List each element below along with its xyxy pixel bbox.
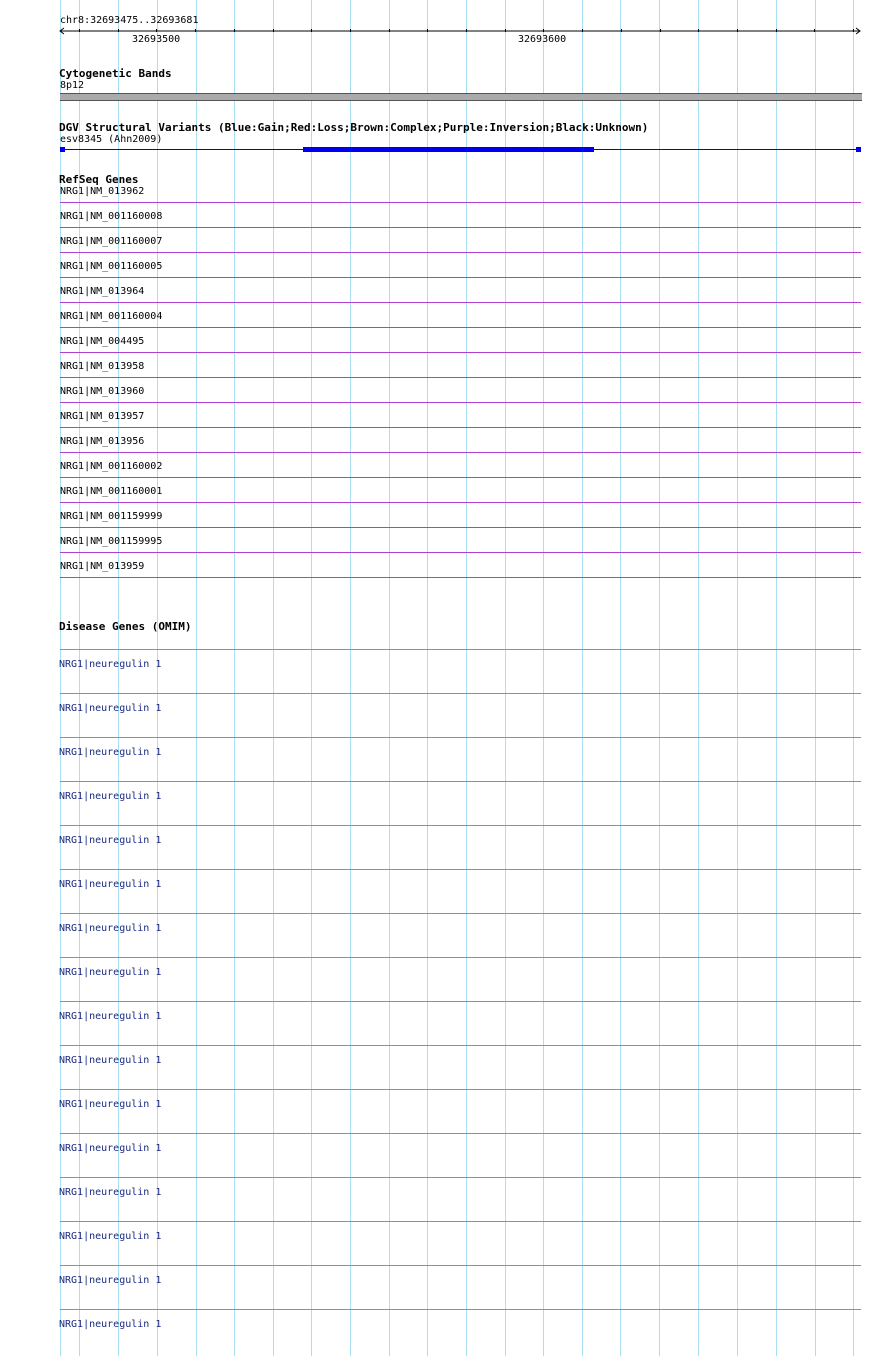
refseq-track-title: RefSeq Genes xyxy=(59,173,139,186)
ruler-tick-label: 32693500 xyxy=(132,34,181,45)
omim-gene-label[interactable]: NRG1|neuregulin 1 xyxy=(59,879,162,890)
ruler-tick xyxy=(660,29,661,32)
refseq-gene-label[interactable]: NRG1|NM_001160007 xyxy=(60,236,163,247)
refseq-gene-label[interactable]: NRG1|NM_013960 xyxy=(60,386,145,397)
refseq-gene-line[interactable] xyxy=(60,452,861,453)
omim-gene-line[interactable] xyxy=(60,957,861,958)
omim-track-title: Disease Genes (OMIM) xyxy=(59,620,192,633)
dgv-feature-thick-block[interactable] xyxy=(303,147,594,152)
refseq-gene-line[interactable] xyxy=(60,202,861,203)
refseq-gene-line[interactable] xyxy=(60,402,861,403)
refseq-gene-label[interactable]: NRG1|NM_013959 xyxy=(60,561,145,572)
ruler-tick xyxy=(273,29,274,32)
omim-gene-label[interactable]: NRG1|neuregulin 1 xyxy=(59,703,162,714)
refseq-gene-line[interactable] xyxy=(60,352,861,353)
refseq-gene-line[interactable] xyxy=(60,302,861,303)
grid-line xyxy=(466,0,467,1356)
refseq-gene-label[interactable]: NRG1|NM_001159999 xyxy=(60,511,163,522)
grid-line xyxy=(311,0,312,1356)
grid-line xyxy=(815,0,816,1356)
cytoband-label: 8p12 xyxy=(60,80,85,91)
ruler-tick xyxy=(505,29,506,32)
omim-gene-label[interactable]: NRG1|neuregulin 1 xyxy=(59,1275,162,1286)
omim-gene-line[interactable] xyxy=(60,1001,861,1002)
omim-gene-label[interactable]: NRG1|neuregulin 1 xyxy=(59,923,162,934)
grid-line xyxy=(273,0,274,1356)
refseq-gene-line[interactable] xyxy=(60,502,861,503)
ruler-tick xyxy=(234,29,235,32)
omim-gene-line[interactable] xyxy=(60,1265,861,1266)
grid-line xyxy=(776,0,777,1356)
grid-line xyxy=(427,0,428,1356)
omim-gene-line[interactable] xyxy=(60,1133,861,1134)
omim-gene-label[interactable]: NRG1|neuregulin 1 xyxy=(59,659,162,670)
grid-line xyxy=(659,0,660,1356)
refseq-gene-line[interactable] xyxy=(60,527,861,528)
omim-gene-line[interactable] xyxy=(60,781,861,782)
grid-line xyxy=(582,0,583,1356)
cytoband-bar[interactable] xyxy=(60,93,862,101)
omim-gene-label[interactable]: NRG1|neuregulin 1 xyxy=(59,1099,162,1110)
refseq-gene-label[interactable]: NRG1|NM_013956 xyxy=(60,436,145,447)
ruler-tick-label: 32693600 xyxy=(518,34,567,45)
omim-gene-label[interactable]: NRG1|neuregulin 1 xyxy=(59,1231,162,1242)
grid-line xyxy=(620,0,621,1356)
refseq-gene-line[interactable] xyxy=(60,477,861,478)
ruler-tick xyxy=(814,29,815,32)
omim-gene-line[interactable] xyxy=(60,869,861,870)
grid-line xyxy=(505,0,506,1356)
omim-gene-line[interactable] xyxy=(60,825,861,826)
omim-gene-line[interactable] xyxy=(60,913,861,914)
omim-gene-line[interactable] xyxy=(60,1045,861,1046)
refseq-gene-label[interactable]: NRG1|NM_001160001 xyxy=(60,486,163,497)
refseq-gene-label[interactable]: NRG1|NM_001160005 xyxy=(60,261,163,272)
ruler-tick xyxy=(195,29,196,32)
omim-gene-line[interactable] xyxy=(60,737,861,738)
omim-gene-line[interactable] xyxy=(60,1177,861,1178)
omim-gene-line[interactable] xyxy=(60,1221,861,1222)
ruler-tick xyxy=(427,29,428,32)
omim-gene-label[interactable]: NRG1|neuregulin 1 xyxy=(59,835,162,846)
omim-gene-line[interactable] xyxy=(60,1089,861,1090)
omim-gene-label[interactable]: NRG1|neuregulin 1 xyxy=(59,1319,162,1330)
refseq-gene-line[interactable] xyxy=(60,227,861,228)
omim-gene-label[interactable]: NRG1|neuregulin 1 xyxy=(59,747,162,758)
ruler-tick xyxy=(582,29,583,32)
refseq-gene-line[interactable] xyxy=(60,277,861,278)
refseq-gene-line[interactable] xyxy=(60,327,861,328)
grid-line xyxy=(853,0,854,1356)
ruler-tick xyxy=(737,29,738,32)
omim-gene-line[interactable] xyxy=(60,649,861,650)
refseq-gene-label[interactable]: NRG1|NM_001160008 xyxy=(60,211,163,222)
omim-gene-label[interactable]: NRG1|neuregulin 1 xyxy=(59,1011,162,1022)
ruler-tick xyxy=(621,29,622,32)
grid-line xyxy=(350,0,351,1356)
ruler-tick xyxy=(466,29,467,32)
grid-line xyxy=(234,0,235,1356)
refseq-gene-line[interactable] xyxy=(60,252,861,253)
dgv-track-title: DGV Structural Variants (Blue:Gain;Red:Loss;Brown:Complex;Purple:Inversion;Black:Unknown) xyxy=(59,121,649,134)
ruler-tick xyxy=(156,29,157,32)
grid-line xyxy=(196,0,197,1356)
cytoband-track-title: Cytogenetic Bands xyxy=(59,67,172,80)
ruler-tick xyxy=(698,29,699,32)
omim-gene-label[interactable]: NRG1|neuregulin 1 xyxy=(59,1187,162,1198)
refseq-gene-label[interactable]: NRG1|NM_013957 xyxy=(60,411,145,422)
refseq-gene-line[interactable] xyxy=(60,427,861,428)
grid-line xyxy=(698,0,699,1356)
omim-gene-label[interactable]: NRG1|neuregulin 1 xyxy=(59,967,162,978)
grid-line xyxy=(389,0,390,1356)
refseq-gene-label[interactable]: NRG1|NM_004495 xyxy=(60,336,145,347)
omim-gene-label[interactable]: NRG1|neuregulin 1 xyxy=(59,1055,162,1066)
refseq-gene-label[interactable]: NRG1|NM_013958 xyxy=(60,361,145,372)
dgv-feature-start-block[interactable] xyxy=(60,147,65,152)
omim-gene-label[interactable]: NRG1|neuregulin 1 xyxy=(59,1143,162,1154)
omim-gene-label[interactable]: NRG1|neuregulin 1 xyxy=(59,791,162,802)
dgv-feature-label: esv8345 (Ahn2009) xyxy=(60,134,163,145)
refseq-gene-label[interactable]: NRG1|NM_001160002 xyxy=(60,461,163,472)
refseq-gene-label[interactable]: NRG1|NM_013962 xyxy=(60,186,145,197)
refseq-gene-line[interactable] xyxy=(60,552,861,553)
grid-line xyxy=(737,0,738,1356)
ruler-tick xyxy=(79,29,80,32)
refseq-gene-label[interactable]: NRG1|NM_001160004 xyxy=(60,311,163,322)
ruler-tick xyxy=(311,29,312,32)
ruler-tick xyxy=(389,29,390,32)
ruler-region-label: chr8:32693475..32693681 xyxy=(60,15,199,26)
ruler-tick xyxy=(853,29,854,32)
grid-line xyxy=(543,0,544,1356)
dgv-feature-end-block[interactable] xyxy=(856,147,861,152)
ruler-tick xyxy=(350,29,351,32)
ruler-tick xyxy=(118,29,119,32)
omim-gene-line[interactable] xyxy=(60,1309,861,1310)
omim-gene-line[interactable] xyxy=(60,693,861,694)
ruler-tick xyxy=(776,29,777,32)
refseq-gene-label[interactable]: NRG1|NM_001159995 xyxy=(60,536,163,547)
refseq-gene-line[interactable] xyxy=(60,577,861,578)
refseq-gene-label[interactable]: NRG1|NM_013964 xyxy=(60,286,145,297)
refseq-gene-line[interactable] xyxy=(60,377,861,378)
ruler-tick xyxy=(543,29,544,32)
